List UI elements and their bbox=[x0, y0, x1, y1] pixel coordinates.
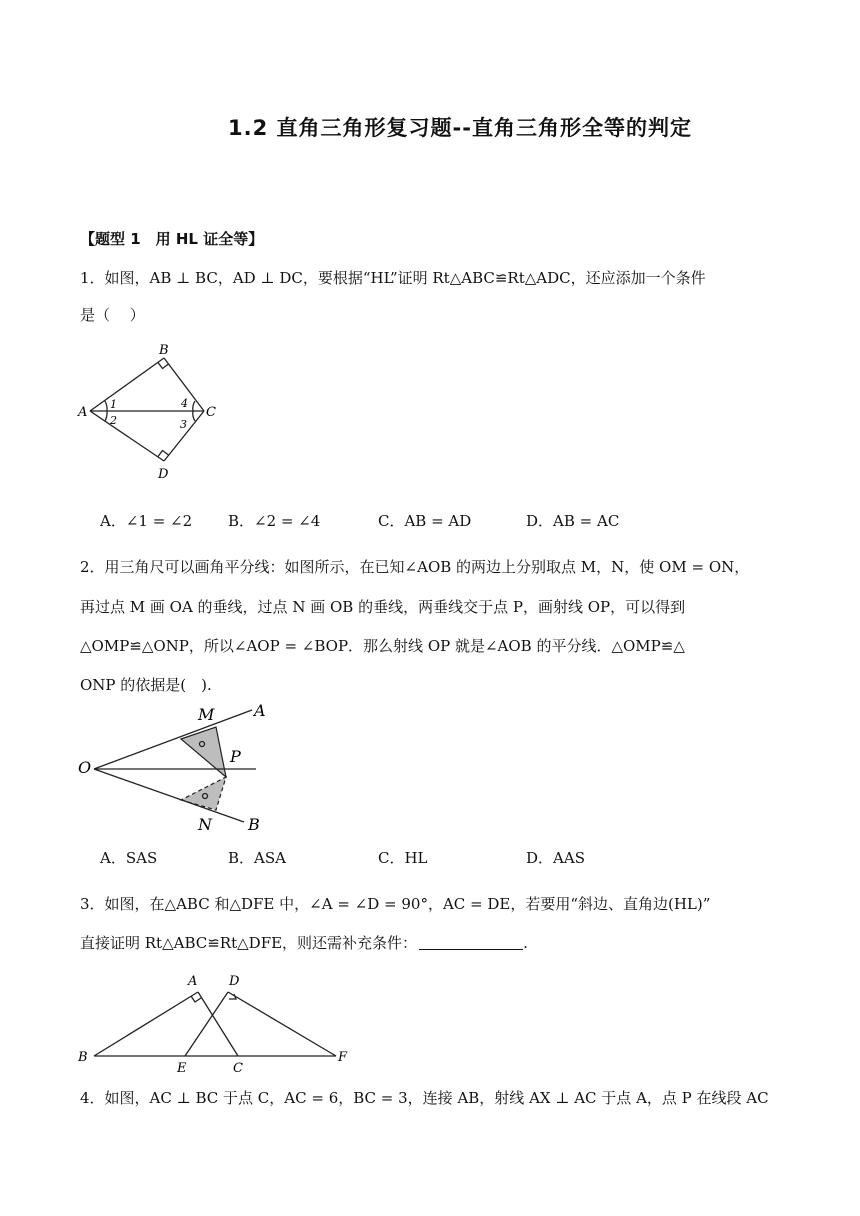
q1-angle-2: 2 bbox=[110, 414, 117, 427]
q2-option-c[interactable]: C．HL bbox=[378, 849, 428, 867]
q1-figure bbox=[78, 340, 228, 480]
q2-label-p: P bbox=[230, 747, 241, 766]
q1-label-d: D bbox=[158, 467, 169, 482]
q3-label-e: E bbox=[177, 1061, 187, 1076]
q1-label-a: A bbox=[78, 405, 88, 420]
q3-answer-blank[interactable] bbox=[419, 935, 523, 950]
q3-label-c: C bbox=[233, 1061, 243, 1076]
q2-label-b: B bbox=[248, 815, 260, 834]
q3-text-line-2-end: . bbox=[523, 934, 528, 952]
q1-text-line-2: 是（ ） bbox=[80, 306, 145, 324]
q2-option-a[interactable]: A．SAS bbox=[100, 849, 158, 867]
q4-text-line-1: 4．如图，AC ⊥ BC 于点 C，AC = 6，BC = 3，连接 AB，射线 AX ⊥ AC 于点 A，点 P 在线段 AC bbox=[80, 1089, 769, 1107]
q1-label-c: C bbox=[206, 405, 216, 420]
q3-label-d: D bbox=[229, 974, 240, 989]
q2-label-o: O bbox=[78, 758, 92, 777]
q3-text-line-2 bbox=[80, 933, 790, 953]
q3-figure bbox=[74, 970, 364, 1080]
q3-text-line-1: 3．如图，在△ABC 和△DFE 中，∠A = ∠D = 90°，AC = DE，若要用“斜边、直角边(HL)” bbox=[80, 895, 711, 913]
q1-angle-3: 3 bbox=[180, 418, 187, 431]
q2-text-line-2: 再过点 M 画 OA 的垂线，过点 N 画 OB 的垂线，两垂线交于点 P，画射线 OP，可以得到 bbox=[80, 598, 686, 616]
q1-angle-1: 1 bbox=[110, 398, 117, 411]
q2-text-line-4: ONP 的依据是( ). bbox=[80, 676, 212, 694]
q3-label-a: A bbox=[188, 974, 198, 989]
q3-label-f: F bbox=[338, 1050, 348, 1065]
section-heading: 【题型 1 用 HL 证全等】 bbox=[80, 230, 264, 248]
page-title: 1.2 直角三角形复习题--直角三角形全等的判定 bbox=[228, 116, 692, 140]
q2-text-line-3: △OMP≌△ONP，所以∠AOP = ∠BOP．那么射线 OP 就是∠AOB 的平分线．△OMP≌△ bbox=[80, 637, 685, 655]
q1-angle-4: 4 bbox=[181, 397, 188, 410]
q2-figure bbox=[76, 700, 276, 840]
q3-text-line-2-main: 直接证明 Rt△ABC≌Rt△DFE，则还需补充条件： bbox=[80, 934, 418, 952]
q2-option-b[interactable]: B．ASA bbox=[228, 849, 286, 867]
q1-option-b[interactable]: B．∠2 = ∠4 bbox=[228, 512, 321, 530]
q2-label-n: N bbox=[198, 815, 212, 834]
q3-label-b: B bbox=[78, 1050, 88, 1065]
q1-text-line-1: 1．如图，AB ⊥ BC，AD ⊥ DC，要根据“HL”证明 Rt△ABC≌Rt△ADC，还应添加一个条件 bbox=[80, 269, 706, 287]
q1-option-d[interactable]: D．AB = AC bbox=[526, 512, 620, 530]
q1-label-b: B bbox=[159, 343, 169, 358]
q2-option-d[interactable]: D．AAS bbox=[526, 849, 585, 867]
q2-label-m: M bbox=[198, 705, 215, 724]
q1-option-c[interactable]: C．AB = AD bbox=[378, 512, 472, 530]
q2-text-line-1: 2．用三角尺可以画角平分线：如图所示，在已知∠AOB 的两边上分别取点 M，N，使 OM = ON， bbox=[80, 558, 750, 576]
q1-option-a[interactable]: A．∠1 = ∠2 bbox=[100, 512, 193, 530]
q2-label-a: A bbox=[254, 701, 266, 720]
